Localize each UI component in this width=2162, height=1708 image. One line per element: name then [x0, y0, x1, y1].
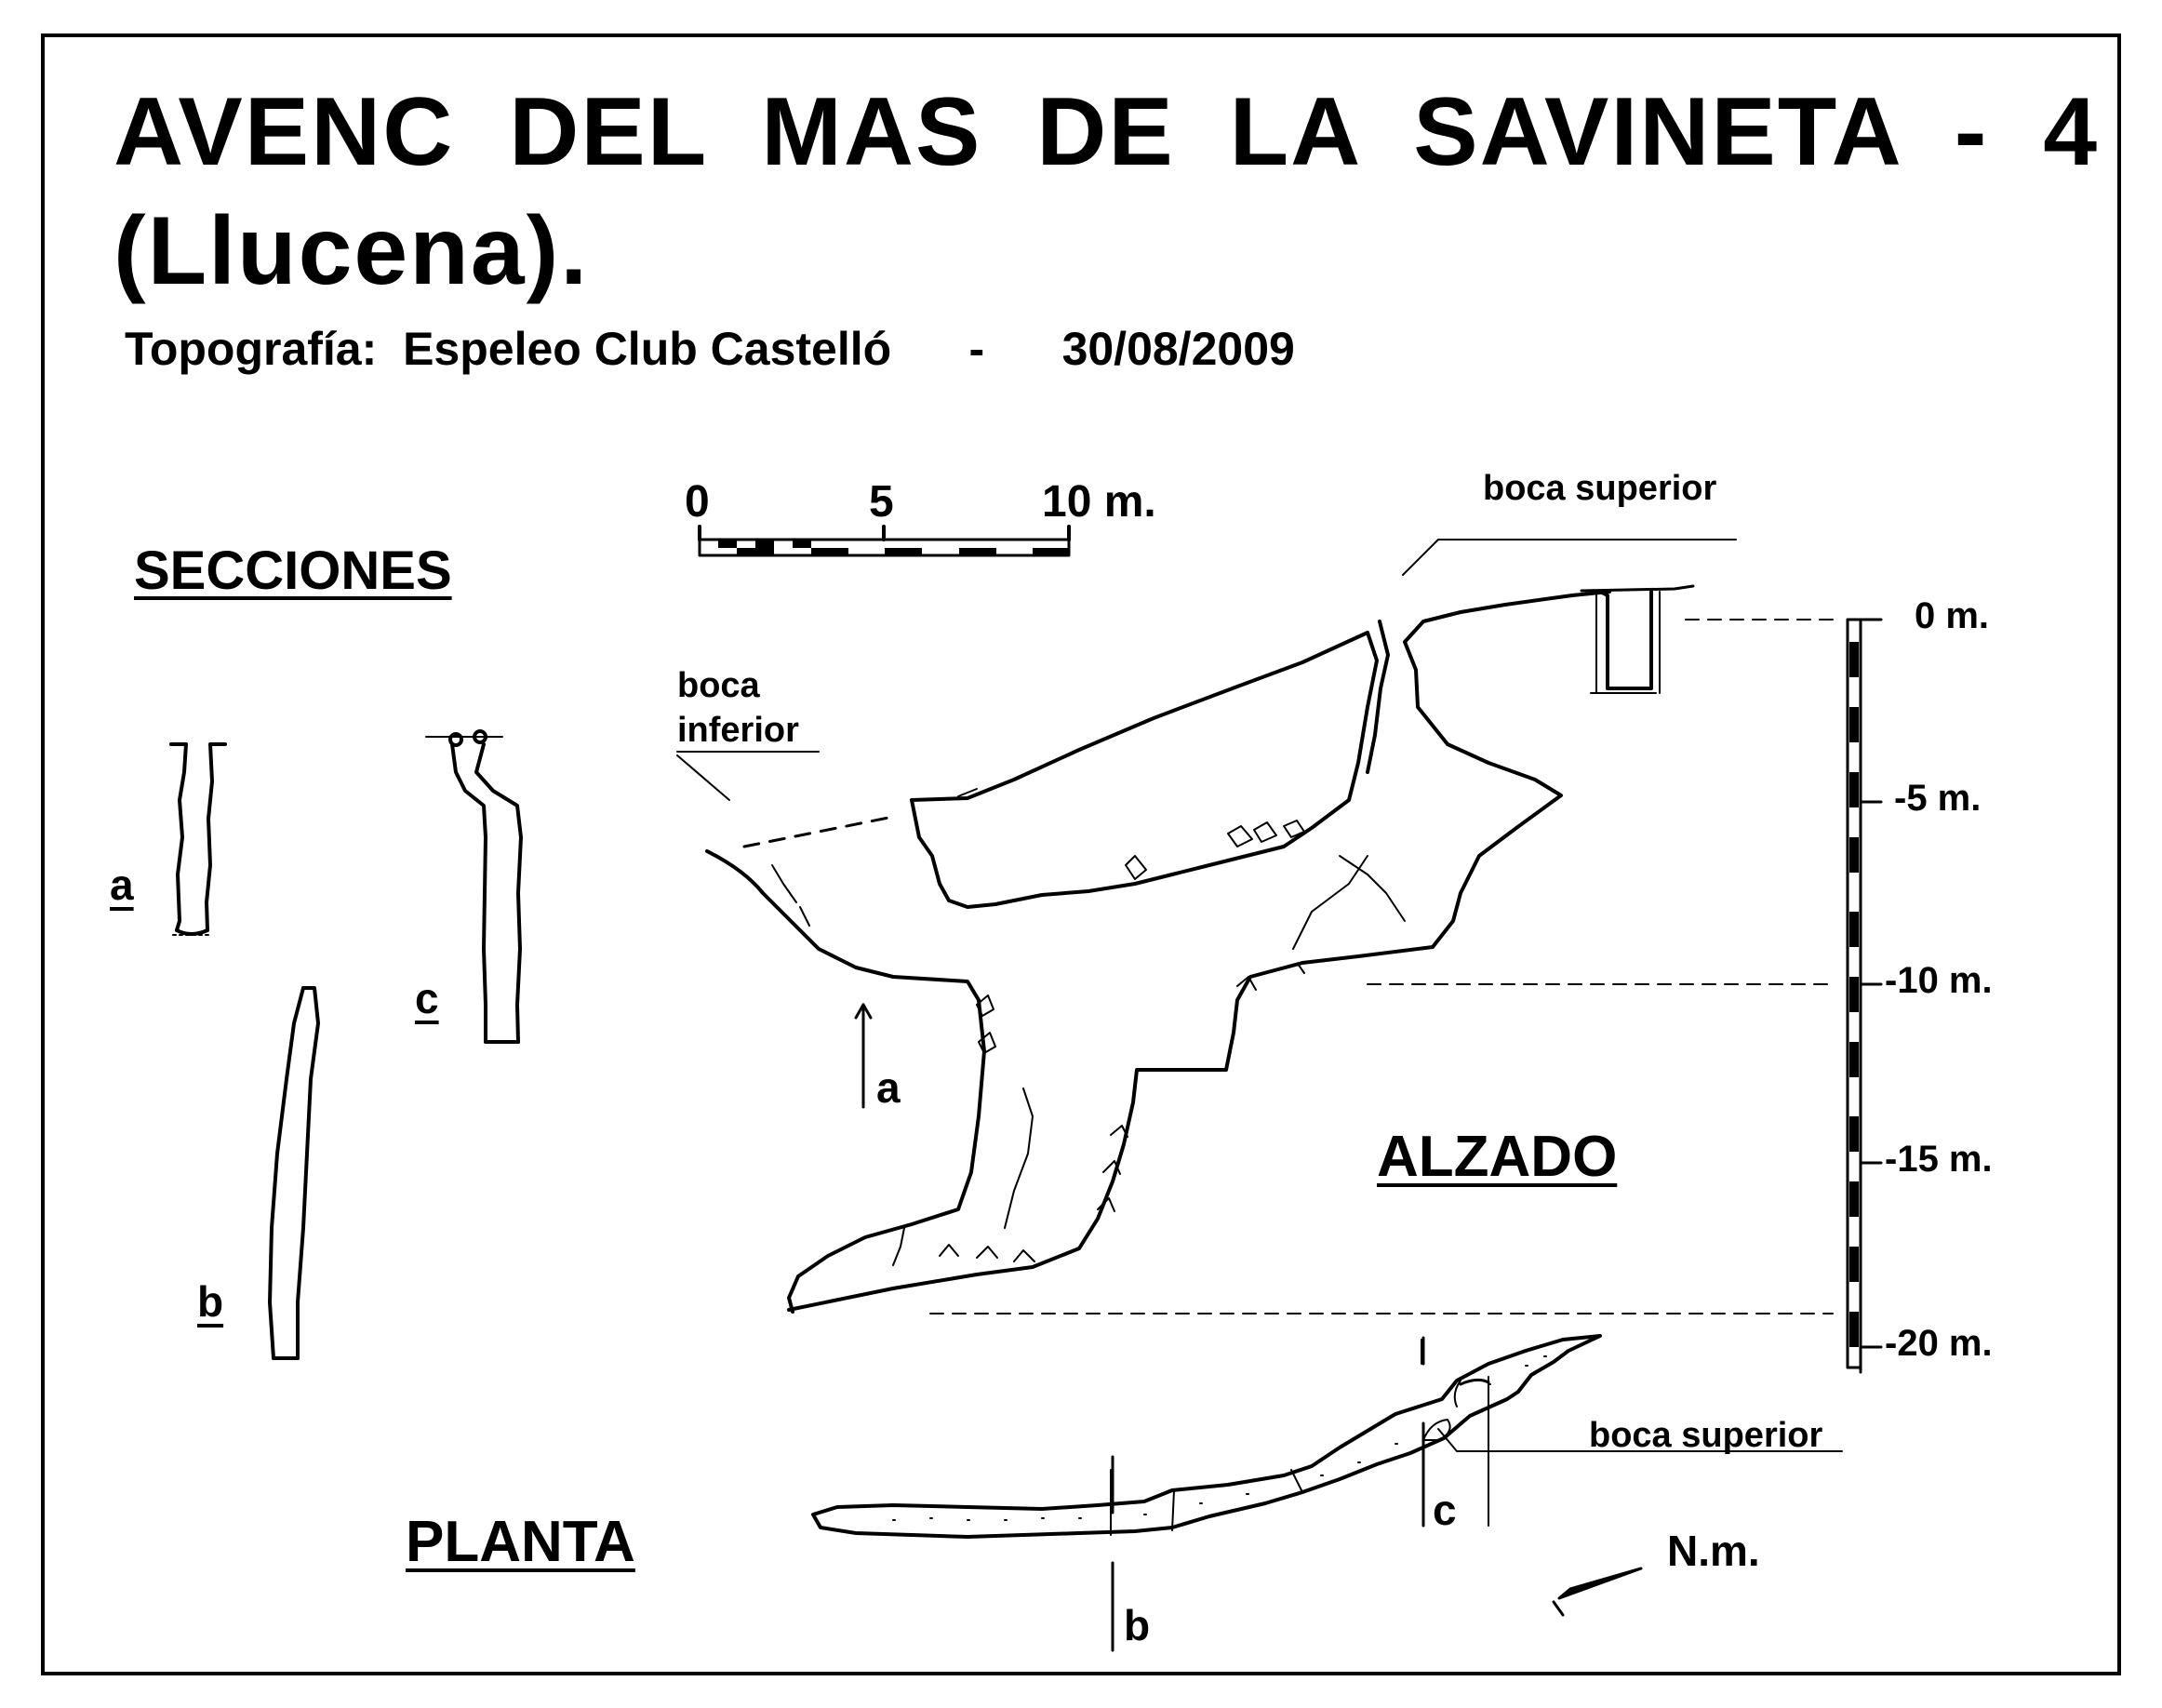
depth-label-15: -15 m.: [1885, 1139, 1993, 1180]
depth-label-10: -10 m.: [1885, 960, 1993, 1001]
section-label-b: b: [197, 1277, 224, 1326]
north-arrow: [1554, 1568, 1641, 1615]
elevation-heading: ALZADO: [1377, 1125, 1618, 1189]
credits-label: Topografía:: [125, 323, 378, 375]
section-b-profile: [270, 988, 318, 1358]
credits-separator: -: [968, 323, 985, 375]
elevation-boca-superior-label: boca superior: [1483, 469, 1717, 508]
elevation-surface-and-leaders: [677, 540, 1736, 1107]
elevation-section-mark-a: a: [876, 1063, 901, 1112]
elevation-boca-inferior-label-1: boca: [677, 666, 760, 705]
section-label-a: a: [110, 861, 134, 909]
north-label: N.m.: [1667, 1527, 1760, 1575]
elevation-main-profile: [707, 586, 1693, 1312]
depth-scale: [930, 620, 1881, 1372]
plan-section-mark-b: b: [1124, 1601, 1151, 1649]
plan-heading: PLANTA: [406, 1510, 635, 1574]
plan-section-mark-c: c: [1433, 1486, 1457, 1534]
scale-tick-10: 10 m.: [1042, 477, 1156, 527]
section-label-c: c: [415, 974, 439, 1022]
elevation-boca-inferior-label-2: inferior: [677, 711, 799, 750]
elevation-upper-chamber: [912, 633, 1377, 907]
depth-label-0: 0 m.: [1915, 595, 1990, 636]
credits-club: Espeleo Club Castelló: [403, 323, 892, 375]
scale-tick-0: 0: [685, 477, 710, 527]
scale-tick-5: 5: [869, 477, 894, 527]
sections-heading: SECCIONES: [134, 540, 452, 601]
plan-boca-superior-label: boca superior: [1589, 1416, 1823, 1455]
title-line-1: AVENC DEL MAS DE LA SAVINETA - 4: [113, 78, 2100, 186]
credits-date: 30/08/2009: [1061, 323, 1295, 375]
scale-bar: [700, 527, 1070, 555]
plan-view-outline: [813, 1336, 1842, 1650]
section-c-profile: [426, 731, 521, 1042]
section-a-profile: [171, 744, 225, 935]
depth-label-5: -5 m.: [1894, 778, 1982, 819]
elevation-floor-details: [772, 821, 1405, 1265]
title-line-2: (Llucena).: [113, 197, 590, 305]
depth-label-20: -20 m.: [1885, 1323, 1993, 1364]
